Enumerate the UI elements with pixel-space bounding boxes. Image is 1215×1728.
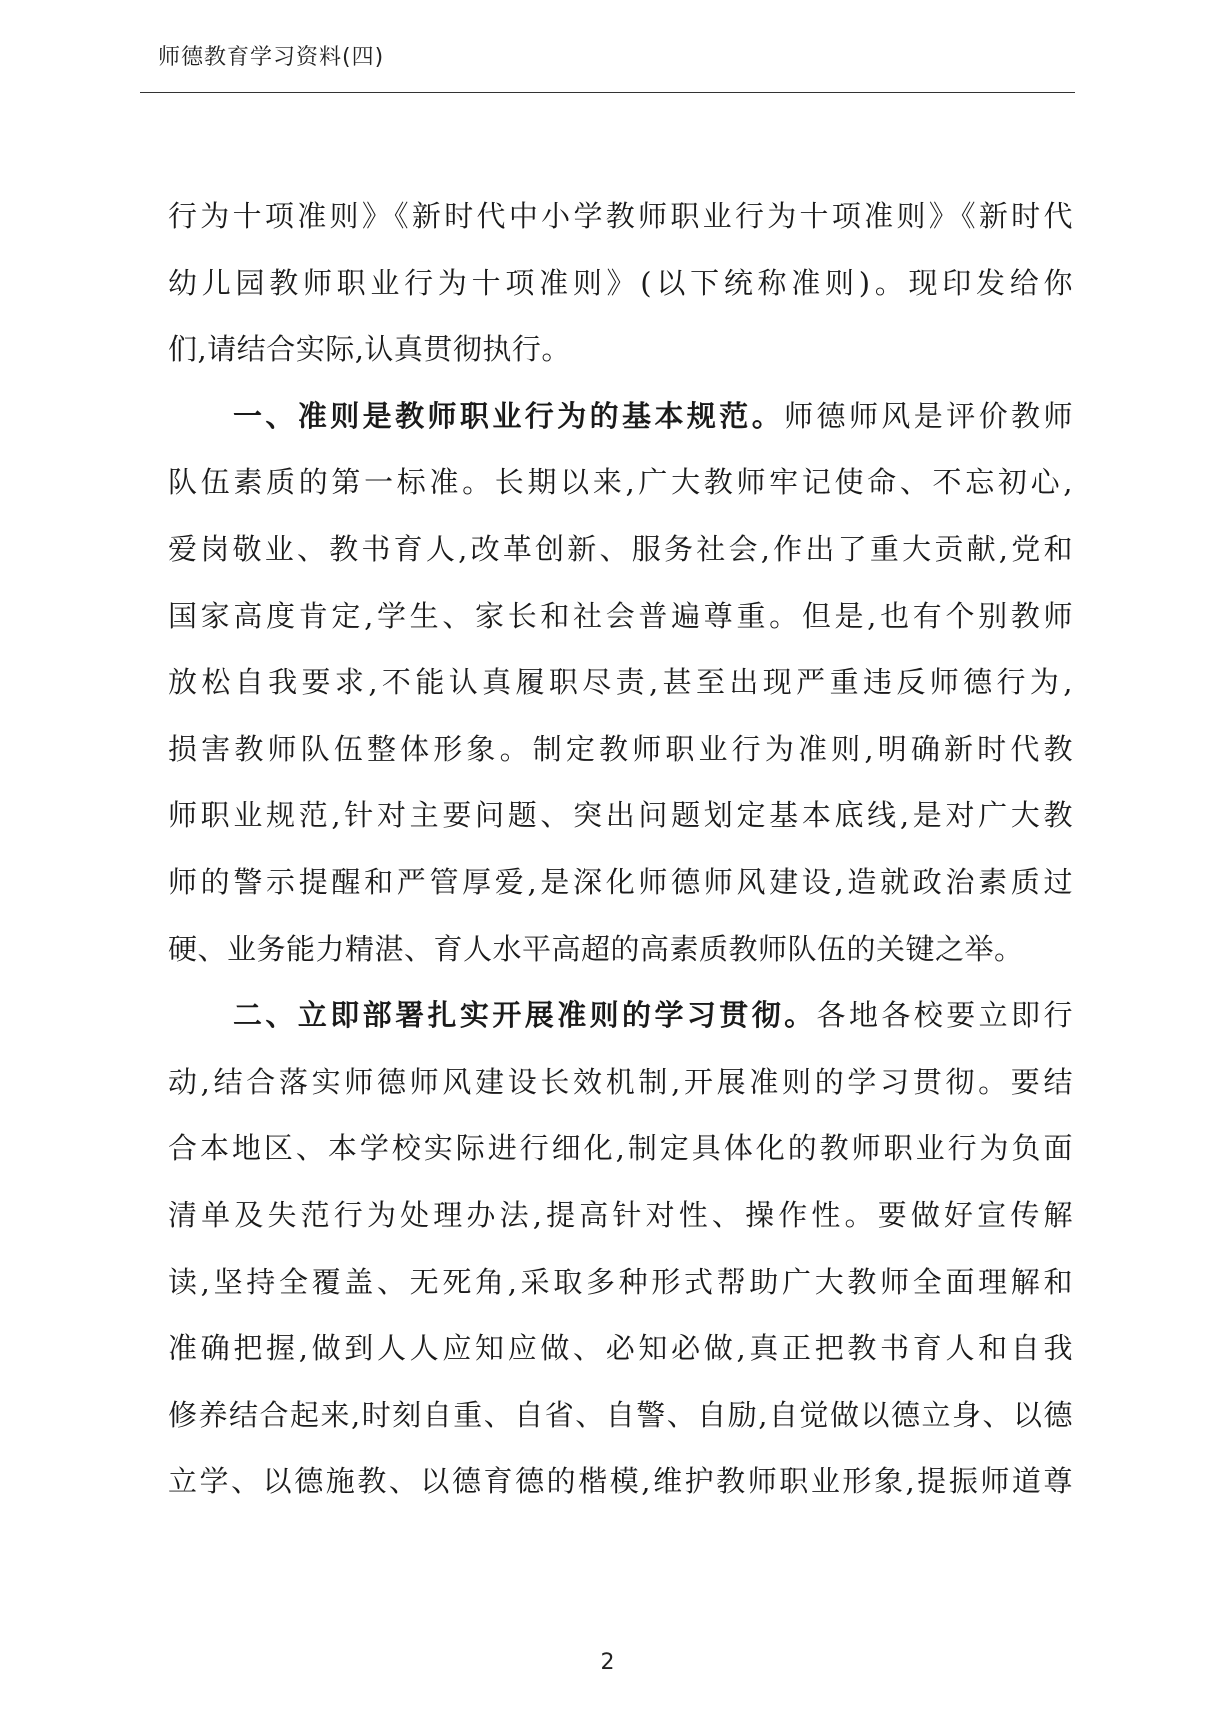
document-body — [168, 183, 1073, 1515]
body-line: 准确把握,做到人人应知应做、必知必做,真正把教书育人和自我 — [168, 1331, 1073, 1366]
body-line: 行为十项准则》《新时代中小学教师职业行为十项准则》《新时代 — [168, 199, 1073, 233]
header-title: 师德教育学习资料(四) — [158, 45, 385, 70]
section-2-lead-text: 各地各校要立即行 — [816, 998, 1073, 1033]
body-line: 修养结合起来,时刻自重、自省、自警、自励,自觉做以德立身、以德 — [168, 1397, 1073, 1432]
body-line: 动,结合落实师德师风建设长效机制,开展准则的学习贯彻。要结 — [168, 1064, 1073, 1099]
body-line: 损害教师队伍整体形象。制定教师职业行为准则,明确新时代教 — [168, 731, 1073, 766]
section-2-heading: 二、立即部署扎实开展准则的学习贯彻。 — [233, 998, 817, 1033]
page-number: 2 — [600, 1650, 615, 1675]
body-line: 队伍素质的第一标准。长期以来,广大教师牢记使命、不忘初心, — [168, 465, 1073, 500]
body-line: 幼儿园教师职业行为十项准则》(以下统称准则)。现印发给你 — [168, 265, 1073, 300]
section-2-first-line — [168, 982, 1073, 1049]
body-line: 国家高度肯定,学生、家长和社会普遍尊重。但是,也有个别教师 — [168, 598, 1073, 633]
body-line: 爱岗敬业、教书育人,改革创新、服务社会,作出了重大贡献,党和 — [168, 531, 1073, 566]
body-line: 合本地区、本学校实际进行细化,制定具体化的教师职业行为负面 — [168, 1131, 1073, 1166]
body-line: 师的警示提醒和严管厚爱,是深化师德师风建设,造就政治素质过 — [168, 864, 1073, 899]
section-1-first-line — [168, 383, 1073, 450]
body-line: 硬、业务能力精湛、育人水平高超的高素质教师队伍的关键之举。 — [168, 931, 1024, 966]
header-divider — [140, 92, 1075, 93]
section-1-lead-text: 师德师风是评价教师 — [784, 398, 1073, 433]
body-line: 立学、以德施教、以德育德的楷模,维护教师职业形象,提振师道尊 — [168, 1464, 1073, 1499]
body-line: 放松自我要求,不能认真履职尽责,甚至出现严重违反师德行为, — [168, 665, 1073, 700]
body-line: 师职业规范,针对主要问题、突出问题划定基本底线,是对广大教 — [168, 798, 1073, 833]
body-line: 读,坚持全覆盖、无死角,采取多种形式帮助广大教师全面理解和 — [168, 1264, 1073, 1299]
body-line: 清单及失范行为处理办法,提高针对性、操作性。要做好宣传解 — [168, 1197, 1073, 1232]
section-1-heading: 一、准则是教师职业行为的基本规范。 — [233, 398, 785, 433]
body-line: 们,请结合实际,认真贯彻执行。 — [168, 332, 571, 367]
